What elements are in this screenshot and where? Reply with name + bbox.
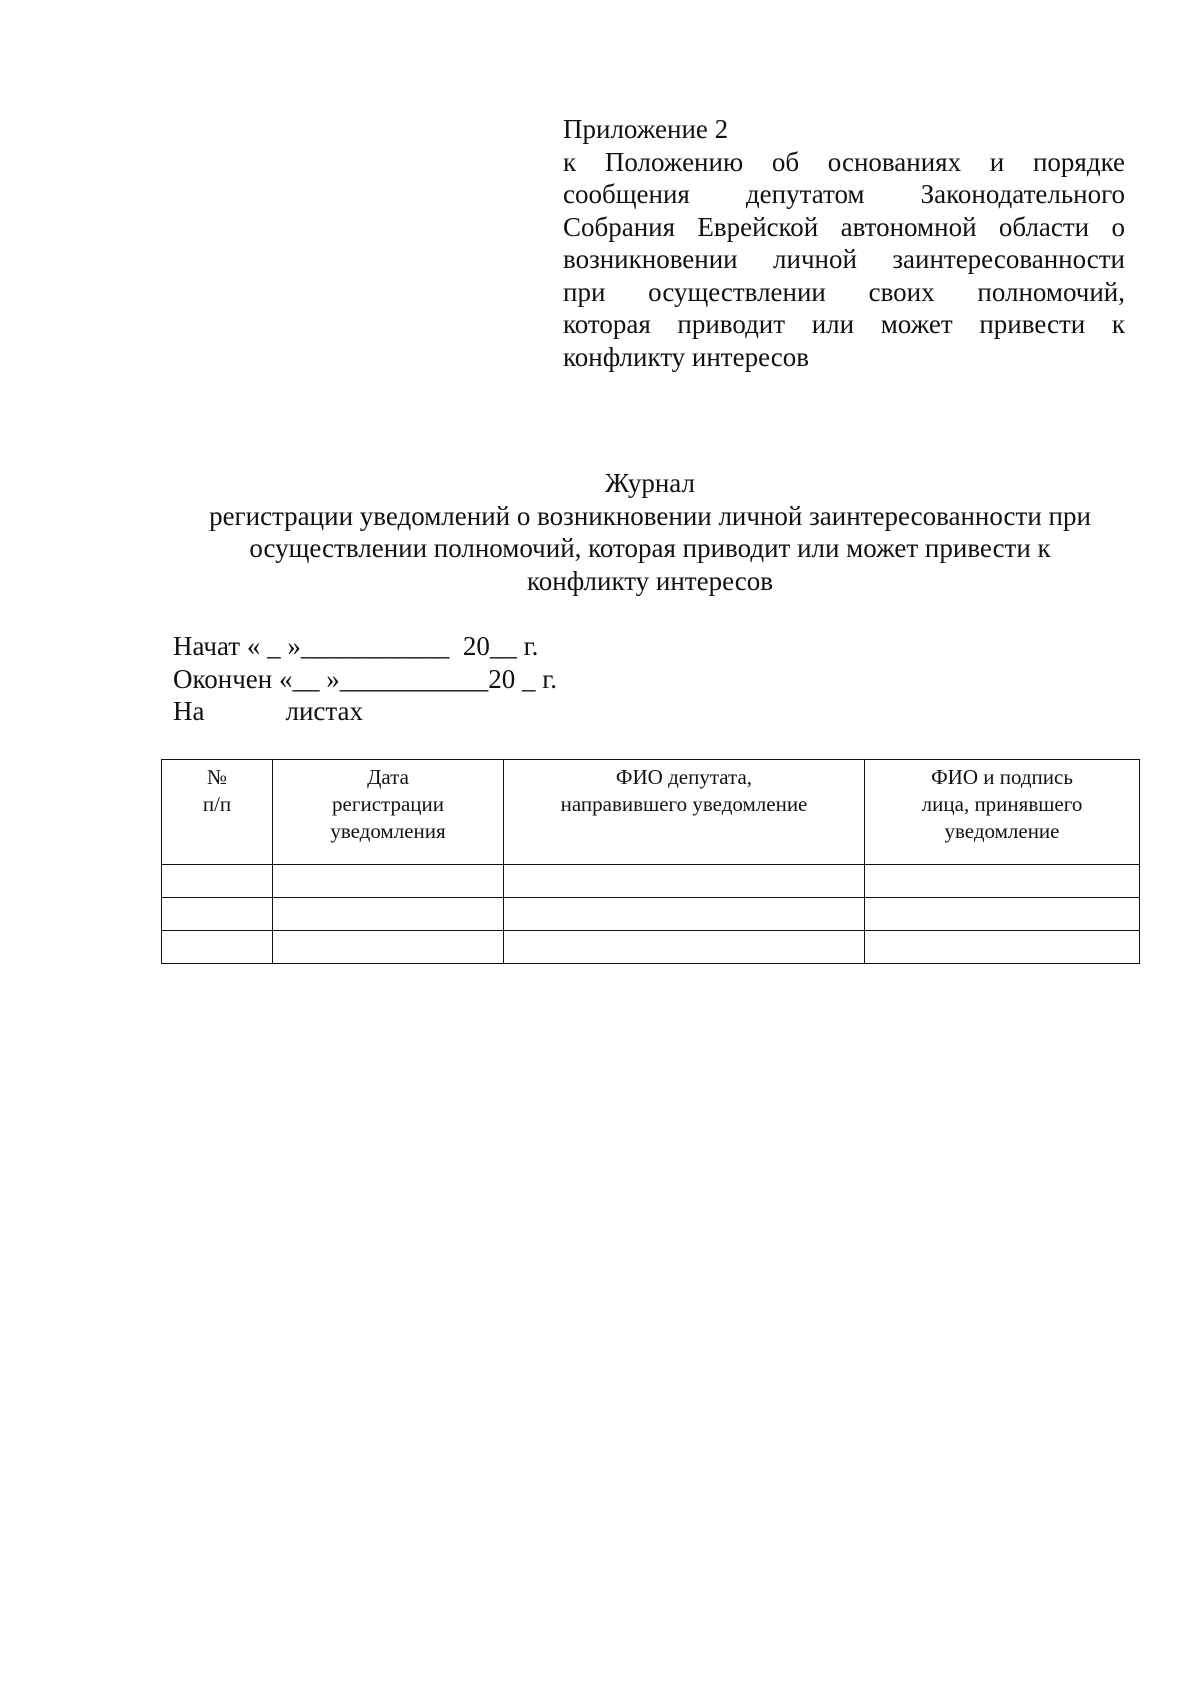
- appendix-line: сообщения депутатом Законодательного: [563, 179, 1125, 209]
- appendix-line: при осуществлении своих полномочий,: [563, 276, 1125, 307]
- journal-title: [160, 467, 1140, 597]
- table-cell: [504, 898, 865, 931]
- started-date-line: Начат « _ »___________ 20__ г.: [173, 631, 539, 661]
- table-cell: [273, 931, 504, 964]
- appendix-line: которая приводит или может привести к: [563, 309, 1125, 339]
- table-cell: [504, 931, 865, 964]
- appendix-line: Приложение 2: [563, 114, 729, 144]
- table-row: [162, 931, 1140, 964]
- table-cell: [273, 898, 504, 931]
- table-cell: [865, 898, 1140, 931]
- journal-subtitle-line: регистрации уведомлений о возникновении личной заинтересованности при: [209, 500, 1091, 531]
- table-cell: [162, 931, 273, 964]
- column-header-deputy: ФИО депутата, направившего уведомление: [504, 760, 865, 865]
- table-header-row: [162, 760, 1140, 865]
- appendix-line: конфликту интересов: [563, 341, 809, 372]
- registration-table: [161, 759, 1140, 964]
- table-cell: [162, 865, 273, 898]
- journal-subtitle-line: осуществлении полномочий, которая приводит или может привести к: [249, 533, 1051, 563]
- column-header-number: № п/п: [162, 760, 273, 865]
- table-cell: [162, 898, 273, 931]
- table-row: [162, 898, 1140, 931]
- appendix-line: к Положению об основаниях и порядке: [563, 146, 1125, 177]
- table-cell: [273, 865, 504, 898]
- table-row: [162, 865, 1140, 898]
- appendix-line: Собрания Еврейской автономной области о: [563, 211, 1125, 242]
- table-cell: [865, 931, 1140, 964]
- journal-subtitle-line: конфликту интересов: [527, 565, 773, 596]
- table-cell: [504, 865, 865, 898]
- sheets-count-line: На листах: [173, 696, 364, 726]
- ended-date-line: Окончен «__ »___________20 _ г.: [173, 663, 557, 694]
- appendix-line: возникновении личной заинтересованности: [563, 244, 1125, 274]
- table-cell: [865, 865, 1140, 898]
- journal-meta: [173, 630, 557, 728]
- journal-heading: Журнал: [604, 468, 696, 498]
- column-header-receiver: ФИО и подпись лица, принявшего уведомление: [865, 760, 1140, 865]
- column-header-date: Дата регистрации уведомления: [273, 760, 504, 865]
- appendix-note: [563, 113, 1125, 373]
